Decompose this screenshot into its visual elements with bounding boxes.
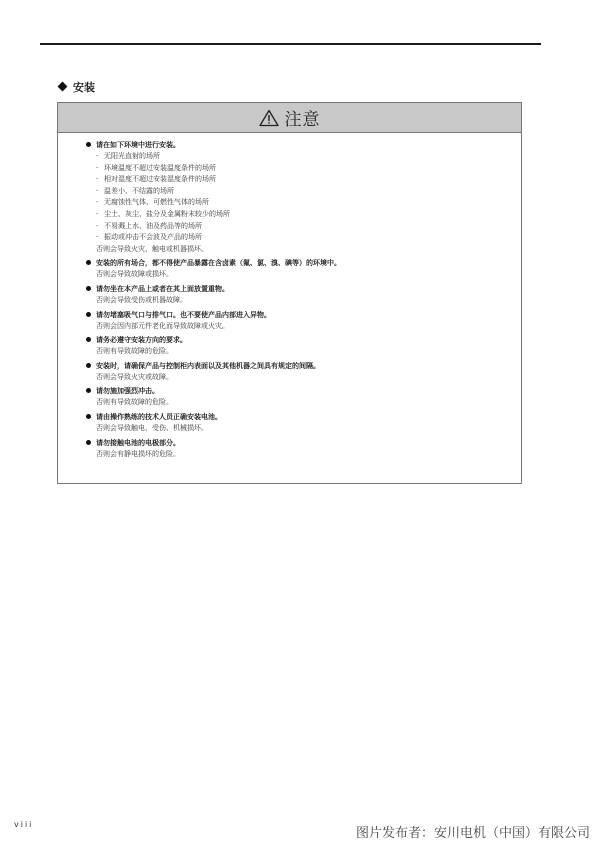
caution-sub-item-text: 无腐蚀性气体、可燃性气体的场所 bbox=[104, 198, 209, 207]
small-bullet-icon: · bbox=[96, 152, 99, 160]
caution-sub-item-text: 无阳光直射的场所 bbox=[104, 152, 160, 160]
caution-item bbox=[86, 361, 521, 384]
caution-item bbox=[86, 284, 521, 307]
caution-item-title: 请勿接触电池的电极部分。 bbox=[86, 438, 521, 449]
caution-header bbox=[58, 103, 521, 133]
warning-triangle-icon bbox=[259, 109, 279, 127]
caution-sub-item-text: 不易溅上水、油及药品等的场所 bbox=[104, 221, 202, 230]
small-bullet-icon: · bbox=[96, 233, 99, 242]
small-bullet-icon: · bbox=[96, 186, 99, 195]
caution-sub-item bbox=[86, 186, 521, 198]
caution-item bbox=[86, 335, 521, 358]
caution-item-title: 请勿施加强烈冲击。 bbox=[86, 386, 521, 397]
caution-sub-item bbox=[86, 197, 521, 209]
caution-item-note: 否则会导致火灾、触电或机器损坏。 bbox=[96, 244, 208, 253]
small-bullet-icon: · bbox=[96, 209, 99, 218]
caution-sub-item bbox=[86, 209, 521, 221]
caution-item-note: 否则有导致故障的危险。 bbox=[96, 398, 173, 407]
caution-item-note: 否则会导致故障或损坏。 bbox=[96, 270, 173, 279]
page-number: viii bbox=[14, 820, 34, 829]
caution-item bbox=[86, 438, 521, 461]
caution-item bbox=[86, 258, 521, 281]
caution-item-note: 否则会导致受伤或机器故障。 bbox=[96, 295, 187, 304]
caution-sub-item bbox=[86, 163, 521, 175]
caution-sub-item-text: 振动或冲击不会波及产品的场所 bbox=[104, 233, 202, 242]
section-heading bbox=[59, 81, 95, 95]
caution-sub-item-text: 环境温度不超过安装温度条件的场所 bbox=[104, 163, 216, 172]
caution-sub-item bbox=[86, 174, 521, 186]
section-title: 安装 bbox=[73, 81, 95, 94]
caution-title: 注意 bbox=[284, 110, 321, 130]
small-bullet-icon: · bbox=[96, 175, 99, 184]
caution-sub-item bbox=[86, 221, 521, 233]
caution-item-title: 请务必遵守安装方向的要求。 bbox=[86, 335, 521, 346]
caution-item-title: 请由操作熟练的技术人员正确安装电池。 bbox=[86, 412, 521, 423]
caution-body bbox=[58, 133, 521, 460]
small-bullet-icon: · bbox=[96, 221, 99, 230]
caution-item bbox=[86, 386, 521, 409]
caution-box bbox=[57, 102, 522, 484]
caution-item-title: 请在如下环境中进行安装。 bbox=[86, 140, 521, 151]
caution-item-title: 安装的所有场合，都不得使产品暴露在含卤素（氟、氯、溴、碘等）的环境中。 bbox=[86, 258, 521, 269]
small-bullet-icon: · bbox=[96, 163, 99, 172]
caution-sub-item bbox=[86, 232, 521, 244]
caution-item bbox=[86, 412, 521, 435]
caution-item bbox=[86, 310, 521, 333]
caution-item bbox=[86, 140, 521, 255]
caution-item-title: 请勿坐在本产品上或者在其上面放置重物。 bbox=[86, 284, 521, 295]
caution-sub-item-text: 温差小、不结露的场所 bbox=[104, 186, 174, 195]
watermark-text: 图片发布者：安川电机（中国）有限公司 bbox=[355, 826, 590, 841]
caution-item-title: 安装时，请确保产品与控制柜内表面以及其他机器之间具有规定的间隔。 bbox=[86, 361, 521, 372]
diamond-icon bbox=[58, 82, 68, 92]
caution-item-title: 请勿堵塞吸气口与排气口。也不要使产品内部进入异物。 bbox=[86, 310, 521, 321]
caution-sub-item-text: 相对湿度不超过安装湿度条件的场所 bbox=[104, 175, 216, 184]
caution-item-note: 否则会有静电损坏的危险。 bbox=[96, 449, 180, 458]
header-rule bbox=[40, 43, 541, 45]
caution-item-note: 否则会导致触电、受伤、机械损坏。 bbox=[96, 423, 208, 432]
caution-item-note: 否则有导致故障的危险。 bbox=[96, 347, 173, 356]
caution-sub-item bbox=[86, 151, 521, 163]
caution-sub-item-text: 尘土、灰尘、盐分及金属粉末较少的场所 bbox=[104, 209, 230, 218]
caution-item-note: 否则会导致火灾或故障。 bbox=[96, 372, 173, 381]
caution-item-note: 否则会因内部元件老化而导致故障或火灾。 bbox=[96, 321, 229, 330]
small-bullet-icon: · bbox=[96, 198, 99, 207]
